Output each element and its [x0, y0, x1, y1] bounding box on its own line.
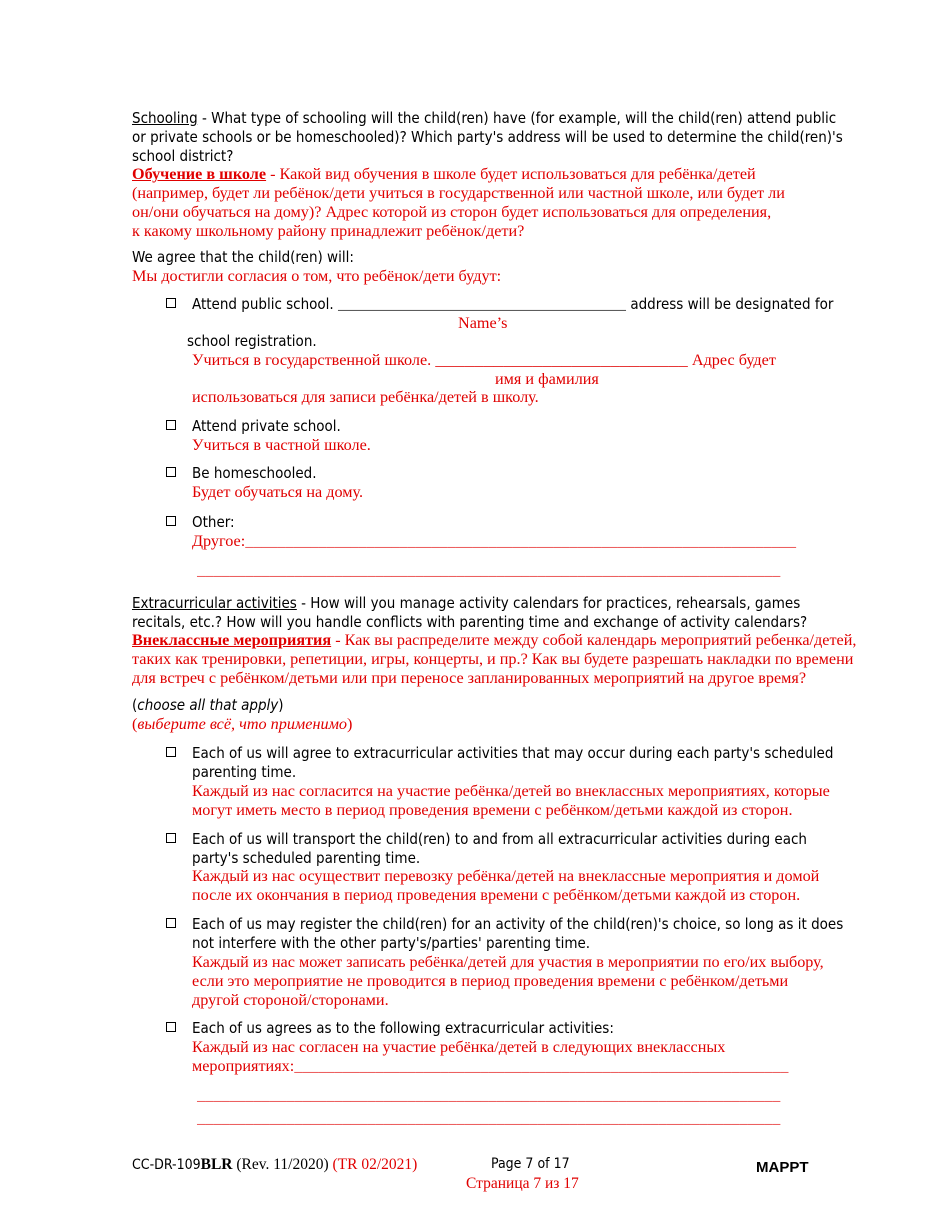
agree-activities-option-ru: Каждый из нас согласится на участие ребёнка/детей во внеклассных мероприятиях, которые могут иметь место в период проведения времени с ребёнком/детьми каждой из сторон. — [192, 782, 830, 819]
schooling-heading-ru: Обучение в школе — [132, 165, 267, 183]
register-activity-option-ru: Каждый из нас может записать ребёнка/детей для участия в мероприятии по его/их выбору, если это мероприятие не проводится в период проведения времени с ребёнком/детьми другой стороной/сторонами. — [192, 953, 824, 1009]
agree-statement-ru: Мы достигли согласия о том, что ребёнок/дети будут: — [132, 267, 502, 285]
following-activities-checkbox[interactable] — [166, 1022, 176, 1032]
public-school-option-en: Attend public school. ________________________________ address will be designated for — [192, 295, 834, 314]
public-school-option-ru: Учиться в государственной школе. __________________________ Адрес будет — [192, 351, 776, 370]
other-option-ru: Другое:____________________________________________________________________ — [192, 532, 797, 551]
extracurricular-heading-en: Extracurricular activities — [132, 594, 297, 612]
homeschool-checkbox[interactable] — [166, 467, 176, 477]
public-school-registration-ru: использоваться для записи ребёнка/детей в школу. — [192, 388, 539, 406]
homeschool-option-en: Be homeschooled. — [192, 464, 317, 482]
extracurricular-intro-ru: Внеклассные мероприятия - Как вы распределите между собой календарь мероприятий ребенка/детей, таких как тренировки, репетиции, игры, концерты, и пр.? Как вы будете разрешать накладки по времени для встреч с ребёнком/детьми или при переносе запланированных мероприятий на другое время? — [132, 631, 857, 687]
other-checkbox[interactable] — [166, 516, 176, 526]
transport-option-ru: Каждый из нас осуществит перевозку ребёнка/детей на внеклассные мероприятия и домой после их окончания в период проведения времени с ребёнком/детьми каждой из сторон. — [192, 867, 820, 904]
register-activity-option-en: Each of us may register the child(ren) for an activity of the child(ren)'s choice, so long as it does not interfere with the other party's/parties' parenting time. — [192, 915, 844, 952]
public-school-checkbox[interactable] — [166, 298, 176, 308]
public-school-name-label-ru: имя и фамилия — [495, 370, 599, 388]
extracurricular-heading-ru: Внеклассные мероприятия — [132, 631, 332, 649]
agree-statement-en: We agree that the child(ren) will: — [132, 248, 354, 266]
public-school-name-label-en: Name’s — [458, 314, 508, 332]
page-number-en: Page 7 of 17 — [491, 1156, 570, 1172]
schooling-intro-en: Schooling - What type of schooling will the child(ren) have (for example, will the child(ren) attend public or private schools or be homeschooled)? Which party's address will be used to determine the child(ren)'s school district? — [132, 109, 843, 165]
schooling-intro-ru: Обучение в школе - Какой вид обучения в школе будет использоваться для ребёнка/детей (например, будет ли ребёнок/дети учиться в государственной или частной школе, или будет ли он/они обучаться на дому)? Адрес которой из сторон будет использоваться для определения, к какому школьному району принадлежит ребёнок/дети? — [132, 165, 785, 240]
form-number: CC-DR-109BLR (Rev. 11/2020) (TR 02/2021) — [132, 1156, 418, 1173]
private-school-option-en: Attend private school. — [192, 417, 341, 435]
following-activities-line-3[interactable]: ________________________________________________________________________ — [197, 1113, 781, 1128]
other-input-line-1[interactable]: ____________________________________________________________________ — [245, 536, 797, 551]
other-option-en: Other: — [192, 513, 235, 531]
choose-all-en: (choose all that apply) — [132, 696, 284, 714]
register-activity-checkbox[interactable] — [166, 918, 176, 928]
public-school-registration-en: school registration. — [187, 332, 317, 350]
choose-all-ru: (выберите всё, что применимо) — [132, 715, 353, 733]
homeschool-option-ru: Будет обучаться на дому. — [192, 483, 364, 501]
transport-option-en: Each of us will transport the child(ren) to and from all extracurricular activities during each party's scheduled parenting time. — [192, 830, 807, 867]
public-school-name-field[interactable]: ________________________________ — [338, 297, 627, 314]
following-activities-line-2[interactable]: ________________________________________________________________________ — [197, 1090, 781, 1105]
page-number-ru: Страница 7 из 17 — [466, 1175, 579, 1192]
following-activities-option-en: Each of us agrees as to the following extracurricular activities: — [192, 1019, 614, 1037]
following-activities-line-1[interactable]: _____________________________________________________________ — [294, 1061, 789, 1076]
transport-checkbox[interactable] — [166, 833, 176, 843]
private-school-option-ru: Учиться в частной школе. — [192, 436, 371, 454]
public-school-name-field-ru[interactable]: __________________________ — [435, 352, 688, 370]
following-activities-option-ru: Каждый из нас согласен на участие ребёнка/детей в следующих внеклассных мероприятиях:_____________________________________________________________ — [192, 1038, 789, 1076]
private-school-checkbox[interactable] — [166, 420, 176, 430]
agree-activities-option-en: Each of us will agree to extracurricular activities that may occur during each party's scheduled parenting time. — [192, 744, 834, 781]
agree-activities-checkbox[interactable] — [166, 747, 176, 757]
mappt-label: MAPPT — [756, 1159, 809, 1176]
other-input-line-2[interactable]: ________________________________________________________________________ — [197, 565, 781, 580]
schooling-heading-en: Schooling — [132, 109, 198, 127]
extracurricular-intro-en: Extracurricular activities - How will you manage activity calendars for practices, rehearsals, games recitals, etc.? How will you handle conflicts with parenting time and exchange of activity calendars? — [132, 594, 808, 631]
